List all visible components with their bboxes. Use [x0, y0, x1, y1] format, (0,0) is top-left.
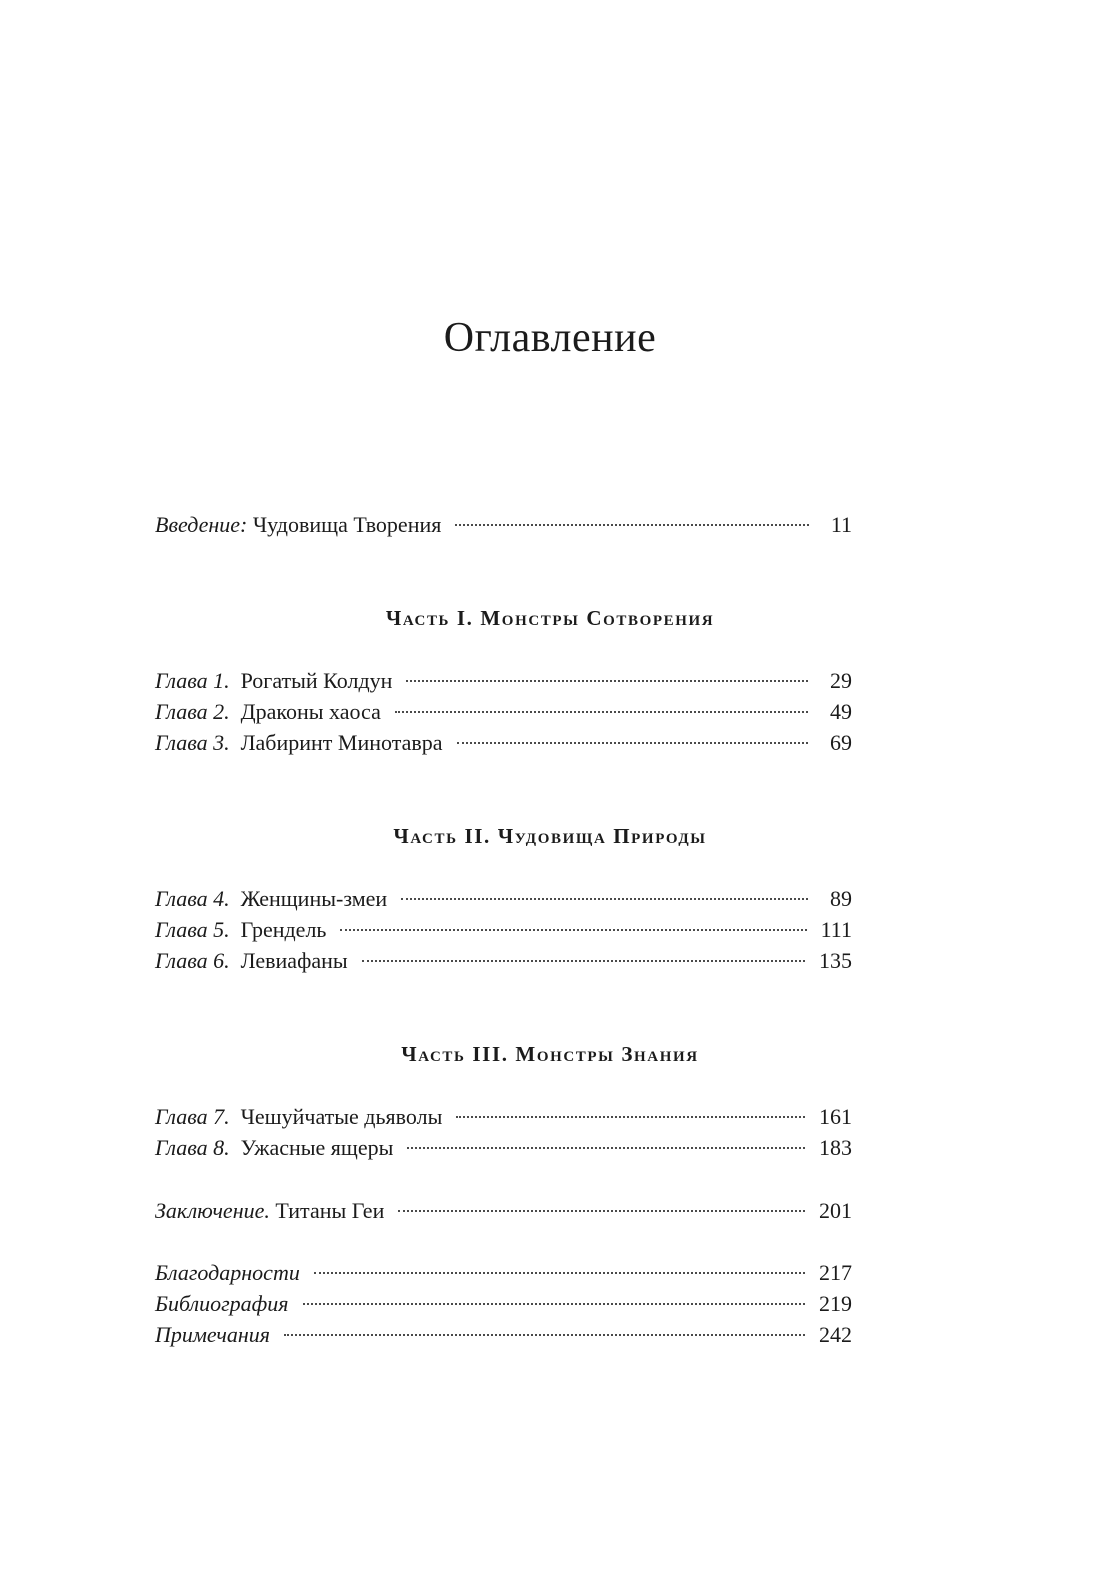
toc-entry-chapter-3[interactable] — [155, 727, 852, 758]
entry-label: Глава 8. — [155, 1135, 230, 1160]
intro-block — [155, 509, 852, 540]
dot-leader — [398, 1210, 805, 1212]
entry-title: Рогатый Колдун — [240, 668, 393, 693]
toc-entry-acknowledgements[interactable] — [155, 1257, 852, 1288]
entry-page-number: 49 — [830, 699, 852, 724]
page-title: Оглавление — [443, 315, 657, 361]
entry-label: Введение: — [155, 512, 248, 537]
conclusion-block — [155, 1195, 852, 1226]
entry-page-number: 217 — [819, 1260, 852, 1285]
entry-title: Лабиринт Минотавра — [240, 730, 443, 755]
back-matter-block — [155, 1257, 852, 1350]
entry-label: Глава 6. — [155, 948, 230, 973]
entry-page-number: 29 — [830, 668, 852, 693]
entry-title: Чудовища Творения — [252, 512, 442, 537]
entry-label: Заключение. — [155, 1198, 270, 1223]
dot-leader — [407, 1147, 805, 1149]
entry-title: Ужасные ящеры — [240, 1135, 394, 1160]
entry-page-number: 89 — [830, 886, 852, 911]
entry-page-number: 69 — [830, 730, 852, 755]
toc-entry-chapter-4[interactable] — [155, 883, 852, 914]
entry-title: Чешуйчатые дьяволы — [240, 1104, 443, 1129]
part-1-chapters — [155, 665, 852, 758]
entry-page-number: 242 — [819, 1322, 852, 1347]
toc-entry-chapter-8[interactable] — [155, 1132, 852, 1163]
entry-title: Драконы хаоса — [240, 699, 381, 724]
part-heading-3: Часть III. Монстры Знания — [401, 1042, 699, 1066]
entry-label: Глава 2. — [155, 699, 230, 724]
toc-entry-chapter-6[interactable] — [155, 945, 852, 976]
dot-leader — [456, 1116, 805, 1118]
entry-page-number: 111 — [820, 917, 852, 942]
dot-leader — [284, 1334, 805, 1336]
entry-title: Левиафаны — [240, 948, 348, 973]
part-2-chapters — [155, 883, 852, 976]
toc-entry-chapter-7[interactable] — [155, 1101, 852, 1132]
toc-entry-chapter-5[interactable] — [155, 914, 852, 945]
entry-label: Примечания — [155, 1322, 271, 1347]
dot-leader — [340, 929, 806, 931]
entry-page-number: 201 — [819, 1198, 852, 1223]
part-heading-2: Часть II. Чудовища Природы — [393, 824, 707, 848]
toc-entry-chapter-1[interactable] — [155, 665, 852, 696]
toc-entry-conclusion[interactable] — [155, 1195, 852, 1226]
dot-leader — [406, 680, 808, 682]
entry-page-number: 219 — [819, 1291, 852, 1316]
entry-label: Глава 1. — [155, 668, 230, 693]
entry-title: Грендель — [240, 917, 327, 942]
entry-label: Библиография — [155, 1291, 289, 1316]
dot-leader — [457, 742, 808, 744]
entry-page-number: 161 — [819, 1104, 852, 1129]
entry-title: Женщины-змеи — [240, 886, 388, 911]
entry-label: Благодарности — [155, 1260, 300, 1285]
entry-label: Глава 7. — [155, 1104, 230, 1129]
dot-leader — [362, 960, 805, 962]
entry-title: Титаны Геи — [275, 1198, 385, 1223]
entry-label: Глава 3. — [155, 730, 230, 755]
dot-leader — [395, 711, 808, 713]
part-heading-1: Часть I. Монстры Сотворения — [385, 606, 715, 630]
dot-leader — [401, 898, 808, 900]
entry-page-number: 135 — [819, 948, 852, 973]
dot-leader — [303, 1303, 805, 1305]
part-3-chapters — [155, 1101, 852, 1163]
toc-entry-bibliography[interactable] — [155, 1288, 852, 1319]
toc-entry-intro[interactable] — [155, 509, 852, 540]
dot-leader — [455, 524, 808, 526]
toc-entry-notes[interactable] — [155, 1319, 852, 1350]
entry-page-number: 11 — [830, 512, 852, 537]
entry-label: Глава 5. — [155, 917, 230, 942]
entry-label: Глава 4. — [155, 886, 230, 911]
dot-leader — [314, 1272, 805, 1274]
toc-entry-chapter-2[interactable] — [155, 696, 852, 727]
entry-page-number: 183 — [819, 1135, 852, 1160]
